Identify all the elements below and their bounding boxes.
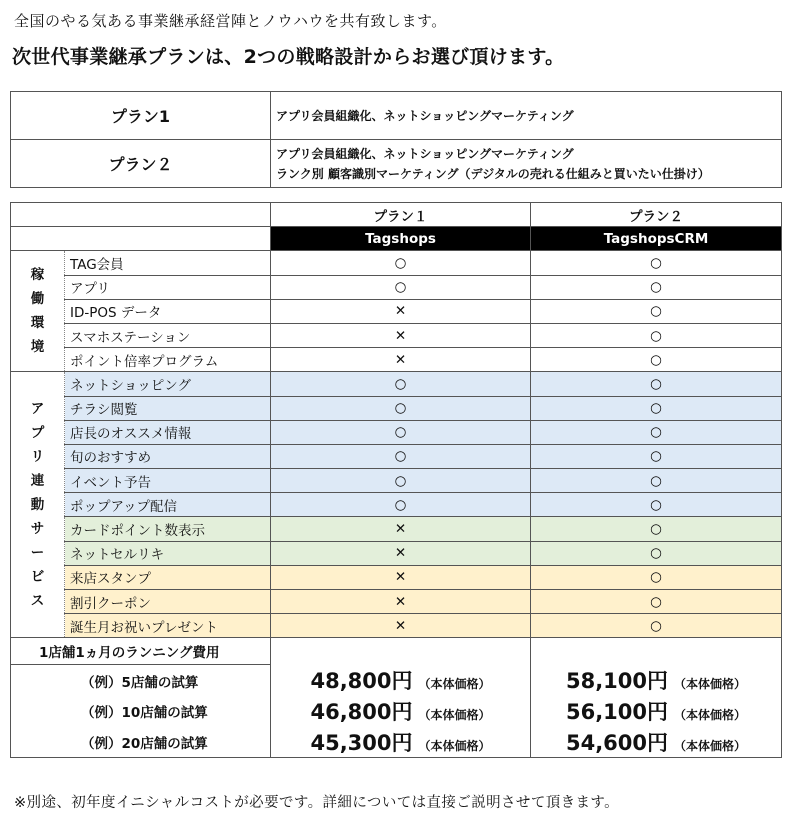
feature-row (11, 323, 782, 347)
price-amount: 54,600円 (565, 731, 669, 756)
category-char: 境 (30, 339, 45, 356)
feature-label: スマホステーション (65, 323, 271, 347)
plan-summary-table (10, 91, 782, 188)
category-char: 連 (30, 472, 45, 489)
available-mark: ○ (531, 396, 782, 420)
price-unit-note: （本体価格） (674, 708, 747, 723)
price-cell (531, 665, 782, 696)
feature-row (11, 420, 782, 444)
feature-label: 誕生月お祝いプレゼント (65, 614, 271, 638)
price-amount: 48,800円 (310, 669, 413, 694)
feature-row (11, 614, 782, 638)
available-mark: ○ (531, 251, 782, 275)
feature-label: イベント予告 (65, 469, 271, 493)
price-amount: 56,100円 (565, 700, 669, 725)
plan-name: プラン1 (11, 92, 271, 140)
cost-row (11, 696, 782, 727)
feature-row (11, 444, 782, 468)
category-char: サ (30, 520, 45, 537)
price-cell (531, 727, 782, 758)
category-char: 動 (30, 496, 45, 513)
price-unit-note: （本体価格） (418, 677, 491, 692)
available-mark: ○ (531, 493, 782, 517)
feature-row (11, 275, 782, 299)
feature-label: ネットショッピング (65, 372, 271, 396)
plan-summary-row (11, 140, 782, 188)
headline: 次世代事業継承プランは、2つの戦略設計からお選び頂けます。 (12, 46, 565, 68)
cost-example-label: （例）20店舗の試算 (11, 727, 271, 758)
cost-example-label: （例）10店舗の試算 (11, 696, 271, 727)
footnote: ※別途、初年度イニシャルコストが必要です。詳細については直接ご説明させて頂きます。 (14, 795, 620, 811)
available-mark: ○ (271, 251, 531, 275)
available-mark: ○ (271, 372, 531, 396)
available-mark: ○ (271, 493, 531, 517)
feature-label: ネットセルリキ (65, 541, 271, 565)
header-blank-cell (11, 203, 271, 227)
price-unit-note: （本体価格） (418, 708, 491, 723)
feature-label: 割引クーポン (65, 590, 271, 614)
plan-description-line: ランク別 顧客識別マーケティング（デジタルの売れる仕組みと買いたい仕掛け） (276, 166, 710, 181)
available-mark: ○ (531, 275, 782, 299)
feature-row (11, 372, 782, 396)
unavailable-mark: ✕ (271, 541, 531, 565)
category-char: ー (30, 544, 45, 561)
column-plan2: プラン２ (531, 203, 782, 227)
feature-label: アプリ (65, 275, 271, 299)
plan-description-line: アプリ会員組織化、ネットショッピングマーケティング (276, 108, 574, 123)
category-label (11, 251, 65, 372)
price-unit-note: （本体価格） (418, 739, 491, 754)
price-unit-note: （本体価格） (674, 677, 747, 692)
plan-summary-row (11, 92, 782, 140)
category-char: 働 (30, 291, 45, 308)
column-plan1: プラン１ (271, 203, 531, 227)
available-mark: ○ (531, 444, 782, 468)
available-mark: ○ (531, 420, 782, 444)
unavailable-mark: ✕ (271, 348, 531, 372)
category-char: ス (30, 592, 45, 609)
category-label (11, 372, 65, 638)
cost-example-label: （例）5店舗の試算 (11, 665, 271, 696)
unavailable-mark: ✕ (271, 299, 531, 323)
feature-label: TAG会員 (65, 251, 271, 275)
category-char: リ (30, 448, 45, 465)
available-mark: ○ (271, 420, 531, 444)
plan-description (271, 140, 782, 188)
category-char: ア (30, 400, 45, 417)
feature-label: 店長のオススメ情報 (65, 420, 271, 444)
column-header-row (11, 203, 782, 227)
feature-label: ID-POS データ (65, 299, 271, 323)
brand-row (11, 227, 782, 251)
feature-row (11, 396, 782, 420)
price-cell (271, 665, 531, 696)
comparison-table (10, 202, 782, 758)
plan-name: プラン２ (11, 140, 271, 188)
plan-description-line: アプリ会員組織化、ネットショッピングマーケティング (276, 146, 574, 161)
price-amount: 46,800円 (310, 700, 413, 725)
feature-row (11, 517, 782, 541)
feature-label: 来店スタンプ (65, 565, 271, 589)
unavailable-mark: ✕ (271, 614, 531, 638)
feature-label: 旬のおすすめ (65, 444, 271, 468)
category-char: プ (30, 424, 45, 441)
available-mark: ○ (271, 469, 531, 493)
price-cell (531, 696, 782, 727)
available-mark: ○ (531, 348, 782, 372)
feature-row (11, 251, 782, 275)
available-mark: ○ (271, 275, 531, 299)
available-mark: ○ (531, 614, 782, 638)
available-mark: ○ (531, 299, 782, 323)
feature-row (11, 590, 782, 614)
intro-text: 全国のやる気ある事業継承経営陣とノウハウを共有致します。 (14, 12, 447, 30)
cost-blank-cell (531, 638, 782, 665)
price-cell (271, 727, 531, 758)
brand-tagshops: Tagshops (271, 227, 531, 251)
cost-heading: 1店舗1ヵ月のランニング費用 (11, 638, 271, 665)
price-amount: 58,100円 (565, 669, 669, 694)
category-char: 環 (30, 315, 45, 332)
available-mark: ○ (271, 444, 531, 468)
cost-heading-row (11, 638, 782, 665)
category-char: ビ (30, 568, 45, 585)
available-mark: ○ (531, 565, 782, 589)
feature-row (11, 541, 782, 565)
available-mark: ○ (531, 372, 782, 396)
feature-row (11, 469, 782, 493)
category-char: 稼 (30, 267, 45, 284)
price-unit-note: （本体価格） (674, 739, 747, 754)
available-mark: ○ (531, 517, 782, 541)
available-mark: ○ (531, 469, 782, 493)
cost-row (11, 665, 782, 696)
unavailable-mark: ✕ (271, 565, 531, 589)
feature-row (11, 348, 782, 372)
available-mark: ○ (531, 541, 782, 565)
unavailable-mark: ✕ (271, 590, 531, 614)
available-mark: ○ (531, 323, 782, 347)
feature-label: カードポイント数表示 (65, 517, 271, 541)
cost-row (11, 727, 782, 758)
feature-label: ポップアップ配信 (65, 493, 271, 517)
feature-label: ポイント倍率プログラム (65, 348, 271, 372)
price-cell (271, 696, 531, 727)
feature-row (11, 299, 782, 323)
header-blank-cell (11, 227, 271, 251)
feature-row (11, 565, 782, 589)
available-mark: ○ (271, 396, 531, 420)
plan-description (271, 92, 782, 140)
feature-row (11, 493, 782, 517)
unavailable-mark: ✕ (271, 323, 531, 347)
cost-blank-cell (271, 638, 531, 665)
feature-label: チラシ閲覧 (65, 396, 271, 420)
unavailable-mark: ✕ (271, 517, 531, 541)
available-mark: ○ (531, 590, 782, 614)
price-amount: 45,300円 (310, 731, 413, 756)
brand-tagshopscrm: TagshopsCRM (531, 227, 782, 251)
